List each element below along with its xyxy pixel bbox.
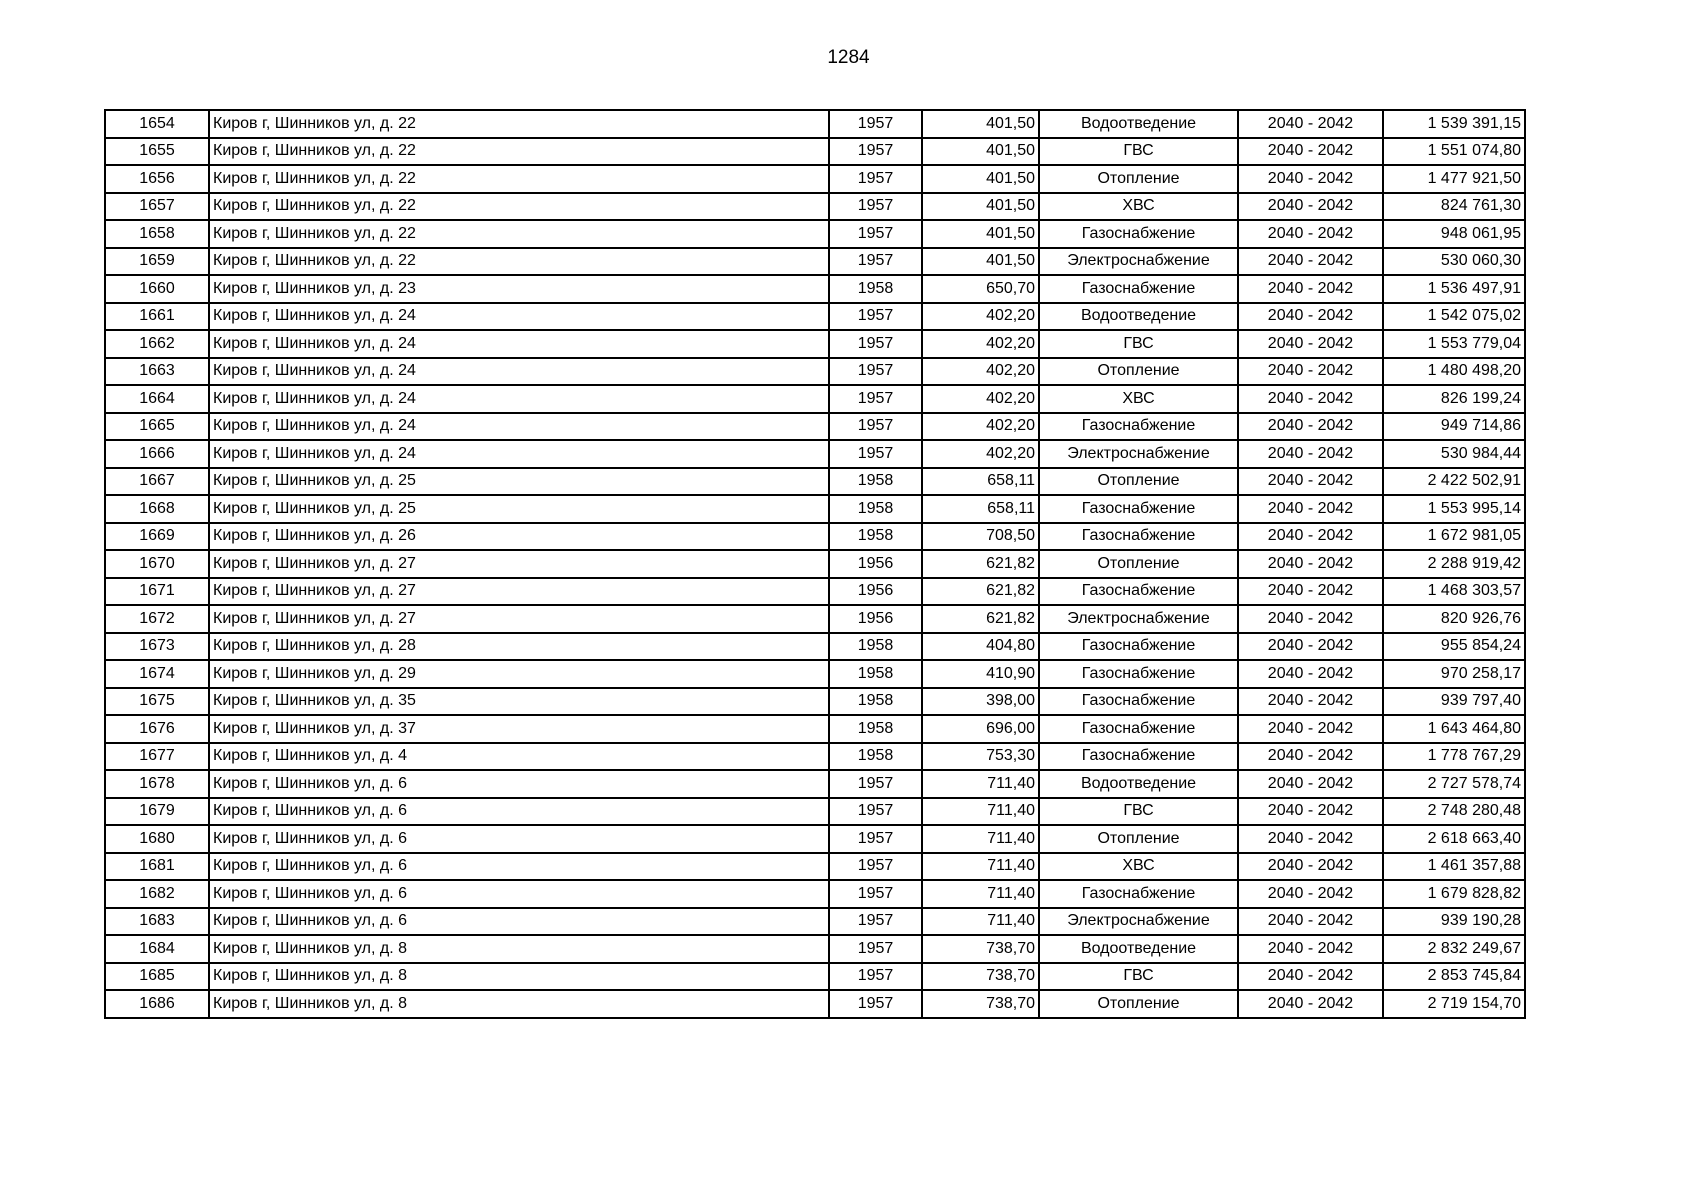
year-cell: 1957	[829, 110, 922, 138]
table-row	[105, 798, 1525, 826]
row-number: 1674	[105, 660, 209, 688]
row-number: 1668	[105, 495, 209, 523]
address-cell: Киров г, Шинников ул, д. 27	[209, 550, 829, 578]
table-row	[105, 880, 1525, 908]
work-type-cell: Отопление	[1039, 165, 1238, 193]
cost-cell: 1 468 303,57	[1383, 578, 1525, 606]
address-cell: Киров г, Шинников ул, д. 24	[209, 440, 829, 468]
address-cell: Киров г, Шинников ул, д. 6	[209, 853, 829, 881]
area-cell: 401,50	[922, 193, 1039, 221]
address-cell: Киров г, Шинников ул, д. 24	[209, 303, 829, 331]
area-cell: 711,40	[922, 825, 1039, 853]
cost-cell: 1 679 828,82	[1383, 880, 1525, 908]
address-cell: Киров г, Шинников ул, д. 22	[209, 193, 829, 221]
table-row	[105, 990, 1525, 1018]
address-cell: Киров г, Шинников ул, д. 24	[209, 330, 829, 358]
address-cell: Киров г, Шинников ул, д. 4	[209, 743, 829, 771]
year-cell: 1957	[829, 220, 922, 248]
table-row	[105, 853, 1525, 881]
area-cell: 711,40	[922, 880, 1039, 908]
address-cell: Киров г, Шинников ул, д. 22	[209, 110, 829, 138]
period-cell: 2040 - 2042	[1238, 688, 1383, 716]
table-row	[105, 523, 1525, 551]
address-cell: Киров г, Шинников ул, д. 6	[209, 825, 829, 853]
table-row	[105, 138, 1525, 166]
cost-cell: 955 854,24	[1383, 633, 1525, 661]
cost-cell: 820 926,76	[1383, 605, 1525, 633]
year-cell: 1957	[829, 385, 922, 413]
period-cell: 2040 - 2042	[1238, 138, 1383, 166]
cost-cell: 1 536 497,91	[1383, 275, 1525, 303]
cost-cell: 2 719 154,70	[1383, 990, 1525, 1018]
area-cell: 658,11	[922, 495, 1039, 523]
period-cell: 2040 - 2042	[1238, 743, 1383, 771]
work-type-cell: Электроснабжение	[1039, 908, 1238, 936]
row-number: 1663	[105, 358, 209, 386]
cost-cell: 2 832 249,67	[1383, 935, 1525, 963]
work-type-cell: Газоснабжение	[1039, 688, 1238, 716]
work-type-cell: Электроснабжение	[1039, 605, 1238, 633]
work-type-cell: Газоснабжение	[1039, 495, 1238, 523]
year-cell: 1957	[829, 248, 922, 276]
work-type-cell: Газоснабжение	[1039, 220, 1238, 248]
cost-cell: 970 258,17	[1383, 660, 1525, 688]
cost-cell: 1 461 357,88	[1383, 853, 1525, 881]
address-cell: Киров г, Шинников ул, д. 29	[209, 660, 829, 688]
year-cell: 1957	[829, 303, 922, 331]
address-cell: Киров г, Шинников ул, д. 6	[209, 798, 829, 826]
table-row	[105, 303, 1525, 331]
row-number: 1683	[105, 908, 209, 936]
period-cell: 2040 - 2042	[1238, 110, 1383, 138]
year-cell: 1957	[829, 165, 922, 193]
row-number: 1671	[105, 578, 209, 606]
row-number: 1664	[105, 385, 209, 413]
work-type-cell: Отопление	[1039, 550, 1238, 578]
table-row	[105, 193, 1525, 221]
address-cell: Киров г, Шинников ул, д. 25	[209, 468, 829, 496]
table-row	[105, 578, 1525, 606]
cost-cell: 530 984,44	[1383, 440, 1525, 468]
table-row	[105, 385, 1525, 413]
year-cell: 1956	[829, 605, 922, 633]
cost-cell: 824 761,30	[1383, 193, 1525, 221]
cost-cell: 939 797,40	[1383, 688, 1525, 716]
table-row	[105, 688, 1525, 716]
table-body	[105, 110, 1525, 1018]
work-type-cell: Отопление	[1039, 358, 1238, 386]
address-cell: Киров г, Шинников ул, д. 24	[209, 385, 829, 413]
year-cell: 1956	[829, 578, 922, 606]
year-cell: 1957	[829, 880, 922, 908]
work-type-cell: Отопление	[1039, 990, 1238, 1018]
period-cell: 2040 - 2042	[1238, 413, 1383, 441]
work-type-cell: ХВС	[1039, 853, 1238, 881]
address-cell: Киров г, Шинников ул, д. 27	[209, 578, 829, 606]
period-cell: 2040 - 2042	[1238, 523, 1383, 551]
row-number: 1680	[105, 825, 209, 853]
area-cell: 753,30	[922, 743, 1039, 771]
year-cell: 1957	[829, 440, 922, 468]
address-cell: Киров г, Шинников ул, д. 22	[209, 138, 829, 166]
table-row	[105, 358, 1525, 386]
row-number: 1677	[105, 743, 209, 771]
table-row	[105, 605, 1525, 633]
table-row	[105, 330, 1525, 358]
year-cell: 1958	[829, 660, 922, 688]
address-cell: Киров г, Шинников ул, д. 37	[209, 715, 829, 743]
table-row	[105, 550, 1525, 578]
year-cell: 1957	[829, 330, 922, 358]
work-type-cell: Газоснабжение	[1039, 413, 1238, 441]
period-cell: 2040 - 2042	[1238, 440, 1383, 468]
period-cell: 2040 - 2042	[1238, 798, 1383, 826]
address-cell: Киров г, Шинников ул, д. 6	[209, 770, 829, 798]
period-cell: 2040 - 2042	[1238, 275, 1383, 303]
address-cell: Киров г, Шинников ул, д. 23	[209, 275, 829, 303]
period-cell: 2040 - 2042	[1238, 495, 1383, 523]
row-number: 1658	[105, 220, 209, 248]
cost-cell: 1 672 981,05	[1383, 523, 1525, 551]
row-number: 1678	[105, 770, 209, 798]
year-cell: 1958	[829, 275, 922, 303]
work-type-cell: Газоснабжение	[1039, 880, 1238, 908]
cost-cell: 826 199,24	[1383, 385, 1525, 413]
cost-cell: 1 553 779,04	[1383, 330, 1525, 358]
cost-cell: 1 643 464,80	[1383, 715, 1525, 743]
row-number: 1682	[105, 880, 209, 908]
address-cell: Киров г, Шинников ул, д. 22	[209, 220, 829, 248]
table-row	[105, 275, 1525, 303]
area-cell: 621,82	[922, 550, 1039, 578]
area-cell: 402,20	[922, 358, 1039, 386]
year-cell: 1956	[829, 550, 922, 578]
year-cell: 1958	[829, 523, 922, 551]
area-cell: 401,50	[922, 165, 1039, 193]
work-type-cell: ХВС	[1039, 193, 1238, 221]
area-cell: 401,50	[922, 138, 1039, 166]
year-cell: 1957	[829, 825, 922, 853]
address-cell: Киров г, Шинников ул, д. 26	[209, 523, 829, 551]
work-type-cell: ГВС	[1039, 798, 1238, 826]
row-number: 1685	[105, 963, 209, 991]
row-number: 1686	[105, 990, 209, 1018]
cost-cell: 949 714,86	[1383, 413, 1525, 441]
table-row	[105, 770, 1525, 798]
area-cell: 711,40	[922, 798, 1039, 826]
work-type-cell: Отопление	[1039, 825, 1238, 853]
address-cell: Киров г, Шинников ул, д. 27	[209, 605, 829, 633]
year-cell: 1957	[829, 138, 922, 166]
row-number: 1669	[105, 523, 209, 551]
area-cell: 402,20	[922, 385, 1039, 413]
work-type-cell: Электроснабжение	[1039, 248, 1238, 276]
table-row	[105, 633, 1525, 661]
row-number: 1656	[105, 165, 209, 193]
year-cell: 1958	[829, 633, 922, 661]
work-type-cell: ГВС	[1039, 963, 1238, 991]
row-number: 1684	[105, 935, 209, 963]
year-cell: 1957	[829, 193, 922, 221]
area-cell: 738,70	[922, 963, 1039, 991]
row-number: 1654	[105, 110, 209, 138]
year-cell: 1957	[829, 358, 922, 386]
row-number: 1666	[105, 440, 209, 468]
area-cell: 621,82	[922, 578, 1039, 606]
area-cell: 650,70	[922, 275, 1039, 303]
area-cell: 404,80	[922, 633, 1039, 661]
year-cell: 1958	[829, 743, 922, 771]
year-cell: 1957	[829, 935, 922, 963]
period-cell: 2040 - 2042	[1238, 193, 1383, 221]
cost-cell: 948 061,95	[1383, 220, 1525, 248]
period-cell: 2040 - 2042	[1238, 550, 1383, 578]
cost-cell: 2 727 578,74	[1383, 770, 1525, 798]
cost-cell: 1 480 498,20	[1383, 358, 1525, 386]
period-cell: 2040 - 2042	[1238, 935, 1383, 963]
area-cell: 402,20	[922, 413, 1039, 441]
area-cell: 398,00	[922, 688, 1039, 716]
area-cell: 738,70	[922, 935, 1039, 963]
year-cell: 1958	[829, 468, 922, 496]
row-number: 1667	[105, 468, 209, 496]
table-row	[105, 220, 1525, 248]
year-cell: 1958	[829, 715, 922, 743]
period-cell: 2040 - 2042	[1238, 770, 1383, 798]
year-cell: 1957	[829, 908, 922, 936]
cost-cell: 1 539 391,15	[1383, 110, 1525, 138]
row-number: 1670	[105, 550, 209, 578]
period-cell: 2040 - 2042	[1238, 853, 1383, 881]
work-type-cell: Электроснабжение	[1039, 440, 1238, 468]
row-number: 1660	[105, 275, 209, 303]
period-cell: 2040 - 2042	[1238, 605, 1383, 633]
period-cell: 2040 - 2042	[1238, 248, 1383, 276]
work-type-cell: Отопление	[1039, 468, 1238, 496]
area-cell: 711,40	[922, 908, 1039, 936]
address-cell: Киров г, Шинников ул, д. 6	[209, 880, 829, 908]
period-cell: 2040 - 2042	[1238, 660, 1383, 688]
year-cell: 1957	[829, 853, 922, 881]
page-number: 1284	[827, 47, 870, 68]
period-cell: 2040 - 2042	[1238, 963, 1383, 991]
area-cell: 401,50	[922, 220, 1039, 248]
year-cell: 1957	[829, 770, 922, 798]
cost-cell: 1 778 767,29	[1383, 743, 1525, 771]
cost-cell: 2 748 280,48	[1383, 798, 1525, 826]
area-cell: 402,20	[922, 330, 1039, 358]
cost-cell: 2 618 663,40	[1383, 825, 1525, 853]
address-cell: Киров г, Шинников ул, д. 24	[209, 358, 829, 386]
table-row	[105, 468, 1525, 496]
area-cell: 401,50	[922, 110, 1039, 138]
row-number: 1659	[105, 248, 209, 276]
table-row	[105, 440, 1525, 468]
table-row	[105, 660, 1525, 688]
year-cell: 1958	[829, 688, 922, 716]
row-number: 1673	[105, 633, 209, 661]
period-cell: 2040 - 2042	[1238, 330, 1383, 358]
work-type-cell: Водоотведение	[1039, 110, 1238, 138]
work-type-cell: Газоснабжение	[1039, 275, 1238, 303]
work-type-cell: Газоснабжение	[1039, 660, 1238, 688]
area-cell: 658,11	[922, 468, 1039, 496]
period-cell: 2040 - 2042	[1238, 578, 1383, 606]
work-type-cell: Газоснабжение	[1039, 578, 1238, 606]
cost-cell: 2 853 745,84	[1383, 963, 1525, 991]
period-cell: 2040 - 2042	[1238, 220, 1383, 248]
year-cell: 1957	[829, 798, 922, 826]
cost-cell: 939 190,28	[1383, 908, 1525, 936]
row-number: 1662	[105, 330, 209, 358]
table-row	[105, 743, 1525, 771]
address-cell: Киров г, Шинников ул, д. 25	[209, 495, 829, 523]
period-cell: 2040 - 2042	[1238, 385, 1383, 413]
row-number: 1675	[105, 688, 209, 716]
cost-cell: 530 060,30	[1383, 248, 1525, 276]
address-cell: Киров г, Шинников ул, д. 24	[209, 413, 829, 441]
period-cell: 2040 - 2042	[1238, 633, 1383, 661]
work-type-cell: ГВС	[1039, 138, 1238, 166]
period-cell: 2040 - 2042	[1238, 825, 1383, 853]
work-type-cell: Газоснабжение	[1039, 743, 1238, 771]
cost-cell: 1 477 921,50	[1383, 165, 1525, 193]
area-cell: 711,40	[922, 853, 1039, 881]
address-cell: Киров г, Шинников ул, д. 8	[209, 935, 829, 963]
row-number: 1655	[105, 138, 209, 166]
year-cell: 1957	[829, 413, 922, 441]
row-number: 1665	[105, 413, 209, 441]
area-cell: 410,90	[922, 660, 1039, 688]
work-type-cell: Водоотведение	[1039, 770, 1238, 798]
period-cell: 2040 - 2042	[1238, 358, 1383, 386]
address-cell: Киров г, Шинников ул, д. 6	[209, 908, 829, 936]
area-cell: 711,40	[922, 770, 1039, 798]
row-number: 1681	[105, 853, 209, 881]
area-cell: 402,20	[922, 440, 1039, 468]
table-row	[105, 248, 1525, 276]
row-number: 1672	[105, 605, 209, 633]
work-type-cell: Газоснабжение	[1039, 633, 1238, 661]
area-cell: 621,82	[922, 605, 1039, 633]
year-cell: 1958	[829, 495, 922, 523]
cost-cell: 1 553 995,14	[1383, 495, 1525, 523]
work-type-cell: Водоотведение	[1039, 303, 1238, 331]
table-row	[105, 110, 1525, 138]
table-row	[105, 715, 1525, 743]
period-cell: 2040 - 2042	[1238, 990, 1383, 1018]
table-row	[105, 908, 1525, 936]
address-cell: Киров г, Шинников ул, д. 28	[209, 633, 829, 661]
period-cell: 2040 - 2042	[1238, 165, 1383, 193]
table-row	[105, 165, 1525, 193]
address-cell: Киров г, Шинников ул, д. 8	[209, 990, 829, 1018]
period-cell: 2040 - 2042	[1238, 468, 1383, 496]
row-number: 1676	[105, 715, 209, 743]
row-number: 1679	[105, 798, 209, 826]
table-row	[105, 935, 1525, 963]
address-cell: Киров г, Шинников ул, д. 35	[209, 688, 829, 716]
table-row	[105, 825, 1525, 853]
address-cell: Киров г, Шинников ул, д. 22	[209, 165, 829, 193]
period-cell: 2040 - 2042	[1238, 880, 1383, 908]
address-cell: Киров г, Шинников ул, д. 8	[209, 963, 829, 991]
area-cell: 401,50	[922, 248, 1039, 276]
row-number: 1661	[105, 303, 209, 331]
year-cell: 1957	[829, 990, 922, 1018]
year-cell: 1957	[829, 963, 922, 991]
area-cell: 738,70	[922, 990, 1039, 1018]
work-type-cell: Газоснабжение	[1039, 715, 1238, 743]
work-type-cell: ХВС	[1039, 385, 1238, 413]
table-row	[105, 963, 1525, 991]
cost-cell: 2 288 919,42	[1383, 550, 1525, 578]
period-cell: 2040 - 2042	[1238, 908, 1383, 936]
area-cell: 402,20	[922, 303, 1039, 331]
cost-cell: 1 542 075,02	[1383, 303, 1525, 331]
period-cell: 2040 - 2042	[1238, 303, 1383, 331]
work-type-cell: ГВС	[1039, 330, 1238, 358]
cost-cell: 1 551 074,80	[1383, 138, 1525, 166]
area-cell: 696,00	[922, 715, 1039, 743]
area-cell: 708,50	[922, 523, 1039, 551]
work-type-cell: Водоотведение	[1039, 935, 1238, 963]
row-number: 1657	[105, 193, 209, 221]
table-row	[105, 495, 1525, 523]
cost-cell: 2 422 502,91	[1383, 468, 1525, 496]
work-type-cell: Газоснабжение	[1039, 523, 1238, 551]
address-cell: Киров г, Шинников ул, д. 22	[209, 248, 829, 276]
period-cell: 2040 - 2042	[1238, 715, 1383, 743]
table-row	[105, 413, 1525, 441]
repair-schedule-table	[104, 109, 1526, 1019]
